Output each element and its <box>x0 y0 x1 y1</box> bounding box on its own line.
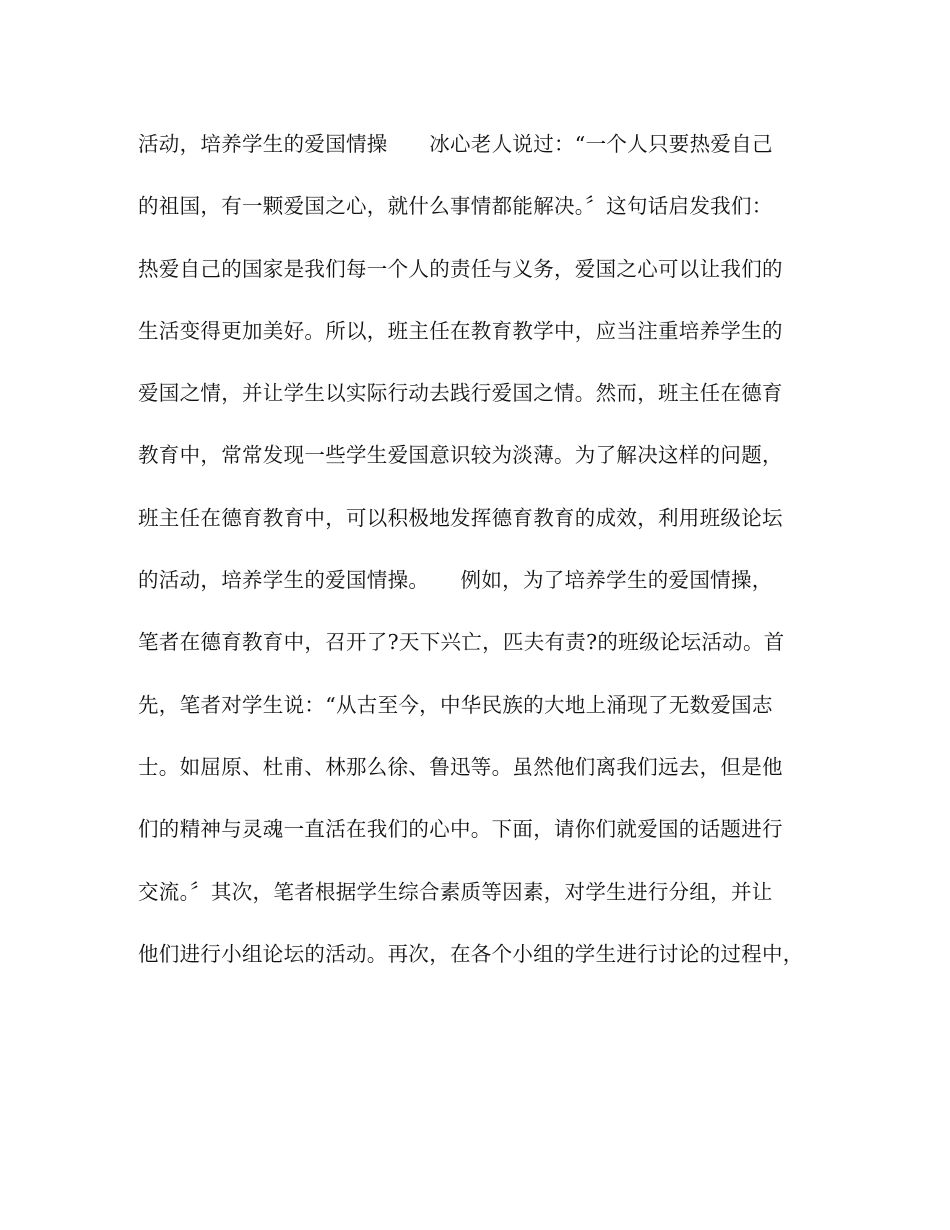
text-line: 班主任在德育教育中，可以积极地发挥德育教育的成效，利用班级论坛 <box>138 505 783 530</box>
text-line: 教育中，常常发现一些学生爱国意识较为淡薄。为了解决这样的问题， <box>138 443 783 468</box>
text-line: 热爱自己的国家是我们每一个人的责任与义务，爱国之心可以让我们的 <box>138 256 783 281</box>
text-line: 先，笔者对学生说：“从古至今，中华民族的大地上涌现了无数爱国志 <box>138 692 773 717</box>
text-line: 活动，培养学生的爱国情操 冰心老人说过：“一个人只要热爱自己 <box>138 132 773 156</box>
body-text <box>138 124 818 996</box>
text-line: 的活动，培养学生的爱国情操。 例如，为了培养学生的爱国情操， <box>138 568 773 593</box>
text-line: 交流。〞其次，笔者根据学生综合素质等因素，对学生进行分组，并让 <box>138 879 773 904</box>
text-line: 士。如屈原、杜甫、林那么徐、鲁迅等。虽然他们离我们远去，但是他 <box>138 754 783 779</box>
text-line: 生活变得更加美好。所以，班主任在教育教学中，应当注重培养学生的 <box>138 318 783 343</box>
text-line: 笔者在德育教育中，召开了?天下兴亡，匹夫有责?的班级论坛活动。首 <box>138 630 785 655</box>
text-line: 他们进行小组论坛的活动。再次，在各个小组的学生进行讨论的过程中， <box>138 941 804 966</box>
text-line: 们的精神与灵魂一直活在我们的心中。下面，请你们就爱国的话题进行 <box>138 817 783 842</box>
text-line: 爱国之情，并让学生以实际行动去践行爱国之情。然而，班主任在德育 <box>138 381 783 406</box>
text-line: 的祖国，有一颗爱国之心，就什么事情都能解决。〞这句话启发我们： <box>138 194 773 219</box>
